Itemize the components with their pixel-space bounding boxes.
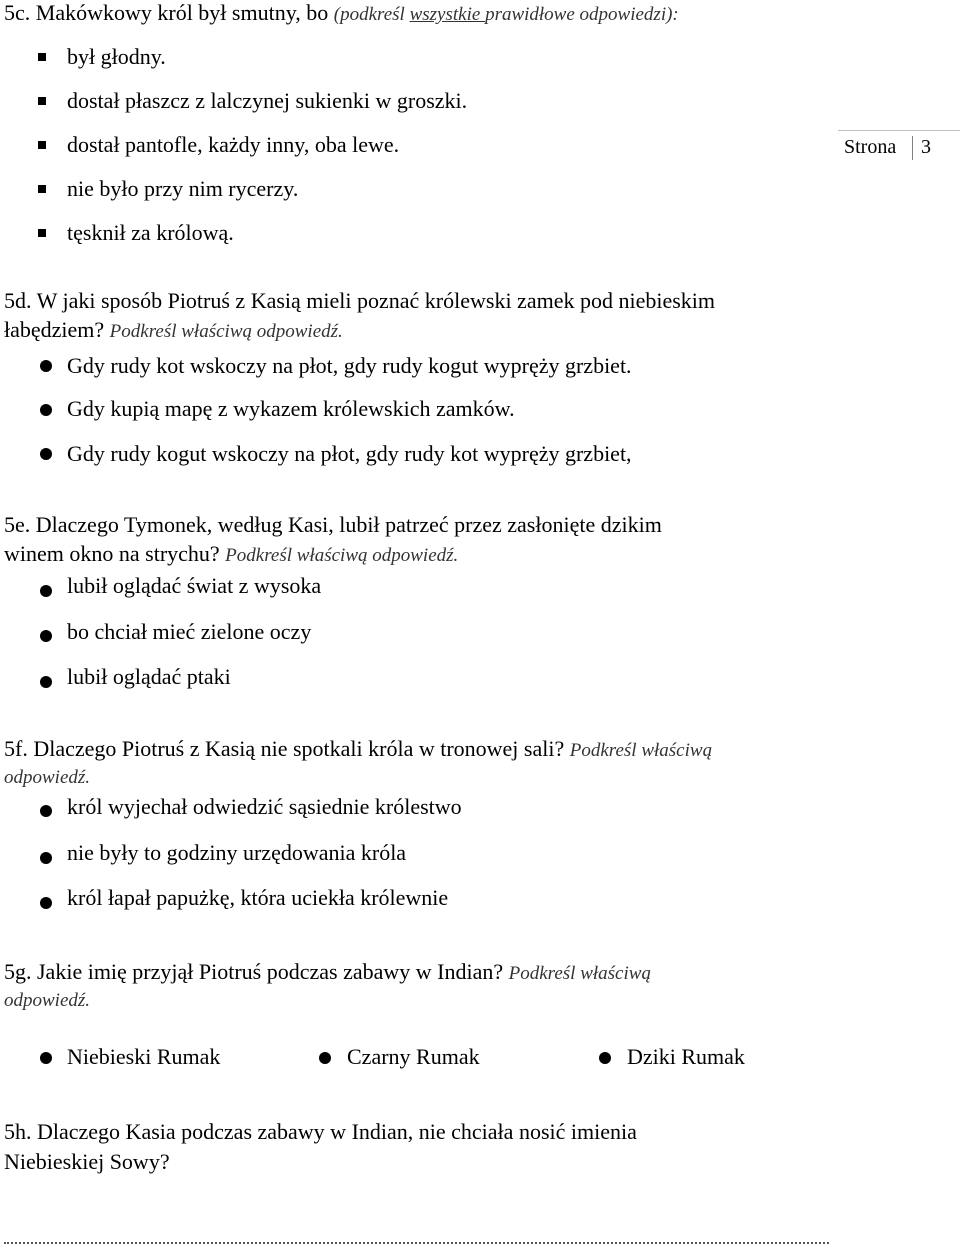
page-number <box>838 132 960 162</box>
round-bullet-icon <box>319 1052 331 1064</box>
option-5c-1[interactable]: był głodny. <box>67 44 166 69</box>
question-5h-line2: Niebieskiej Sowy? <box>4 1149 170 1174</box>
question-5f-line1-text: 5f. Dlaczego Piotruś z Kasią nie spotkali króla w tronowej sali? <box>4 736 570 761</box>
round-bullet-icon <box>40 360 52 372</box>
question-5f-line1 <box>4 734 712 766</box>
option-5f-2[interactable]: nie były to godziny urzędowania króla <box>67 840 407 865</box>
page-number-value: 3 <box>921 136 931 158</box>
round-bullet-icon <box>40 1052 52 1064</box>
option-5c-4[interactable]: nie było przy nim rycerzy. <box>67 176 299 201</box>
round-bullet-icon <box>40 630 52 642</box>
question-5d-instruction: Podkreśl właściwą odpowiedź. <box>109 321 343 342</box>
page-number-label: Strona <box>844 136 897 158</box>
option-5e-1[interactable]: lubił oglądać świat z wysoka <box>67 573 322 598</box>
option-5e-2[interactable]: bo chciał mieć zielone oczy <box>67 619 312 644</box>
question-5c <box>4 0 679 30</box>
question-5d-line1: 5d. W jaki sposób Piotruś z Kasią mieli poznać królewski zamek pod niebieskim <box>4 288 716 313</box>
square-bullet-icon <box>38 229 46 237</box>
round-bullet-icon <box>40 852 52 864</box>
question-5c-text: 5c. Makówkowy król był smutny, bo <box>4 0 334 25</box>
square-bullet-icon <box>38 97 46 105</box>
question-5f-instruction-1: Podkreśl właściwą <box>569 740 713 761</box>
question-5e-instruction: Podkreśl właściwą odpowiedź. <box>225 545 459 566</box>
round-bullet-icon <box>40 448 52 460</box>
question-5e-line1: 5e. Dlaczego Tymonek, według Kasi, lubił patrzeć przez zasłonięte dzikim <box>4 512 662 537</box>
round-bullet-icon <box>40 897 52 909</box>
round-bullet-icon <box>40 676 52 688</box>
round-bullet-icon <box>40 805 52 817</box>
option-5c-2[interactable]: dostał płaszcz z lalczynej sukienki w groszki. <box>67 88 468 113</box>
question-5d-line2 <box>4 315 343 347</box>
question-5e-line2-text: winem okno na strychu? <box>4 541 226 566</box>
option-5c-3[interactable]: dostał pantofle, każdy inny, oba lewe. <box>67 132 400 157</box>
round-bullet-icon <box>40 585 52 597</box>
round-bullet-icon <box>40 404 52 416</box>
question-5g-line1 <box>4 957 651 989</box>
page-number-rule <box>838 130 960 131</box>
square-bullet-icon <box>38 185 46 193</box>
option-5c-5[interactable]: tęsknił za królową. <box>67 220 234 245</box>
instruction-underlined: wszystkie <box>409 4 486 25</box>
question-5g-instruction-2: odpowiedź. <box>4 990 91 1011</box>
question-5f-instruction-2: odpowiedź. <box>4 767 91 788</box>
option-5e-3[interactable]: lubił oglądać ptaki <box>67 664 231 689</box>
round-bullet-icon <box>599 1052 611 1064</box>
instruction-pre: (podkreśl <box>333 4 410 25</box>
option-5f-3[interactable]: król łapał papużkę, która uciekła królewnie <box>67 885 449 910</box>
square-bullet-icon <box>38 141 46 149</box>
option-5d-2[interactable]: Gdy kupią mapę z wykazem królewskich zamków. <box>67 396 515 421</box>
question-5c-instruction <box>334 4 679 25</box>
question-5g-line1-text: 5g. Jakie imię przyjął Piotruś podczas zabawy w Indian? <box>4 959 509 984</box>
option-5g-1[interactable]: Niebieski Rumak <box>67 1044 221 1069</box>
option-5d-3[interactable]: Gdy rudy kogut wskoczy na płot, gdy rudy kot wypręży grzbiet, <box>67 441 632 466</box>
option-5g-3[interactable]: Dziki Rumak <box>627 1044 745 1069</box>
option-5g-2[interactable]: Czarny Rumak <box>347 1044 480 1069</box>
question-5d-line2-text: łabędziem? <box>4 317 110 342</box>
instruction-post: prawidłowe odpowiedzi): <box>485 4 679 25</box>
question-5h-line1: 5h. Dlaczego Kasia podczas zabawy w Indian, nie chciała nosić imienia <box>4 1119 637 1144</box>
option-5d-1[interactable]: Gdy rudy kot wskoczy na płot, gdy rudy kogut wypręży grzbiet. <box>67 353 632 378</box>
page-number-separator <box>912 136 913 160</box>
question-5e-line2 <box>4 539 458 571</box>
question-5g-instruction-1: Podkreśl właściwą <box>508 963 651 984</box>
square-bullet-icon <box>38 53 46 61</box>
option-5f-1[interactable]: król wyjechał odwiedzić sąsiednie królestwo <box>67 794 462 819</box>
answer-line[interactable] <box>4 1242 829 1244</box>
